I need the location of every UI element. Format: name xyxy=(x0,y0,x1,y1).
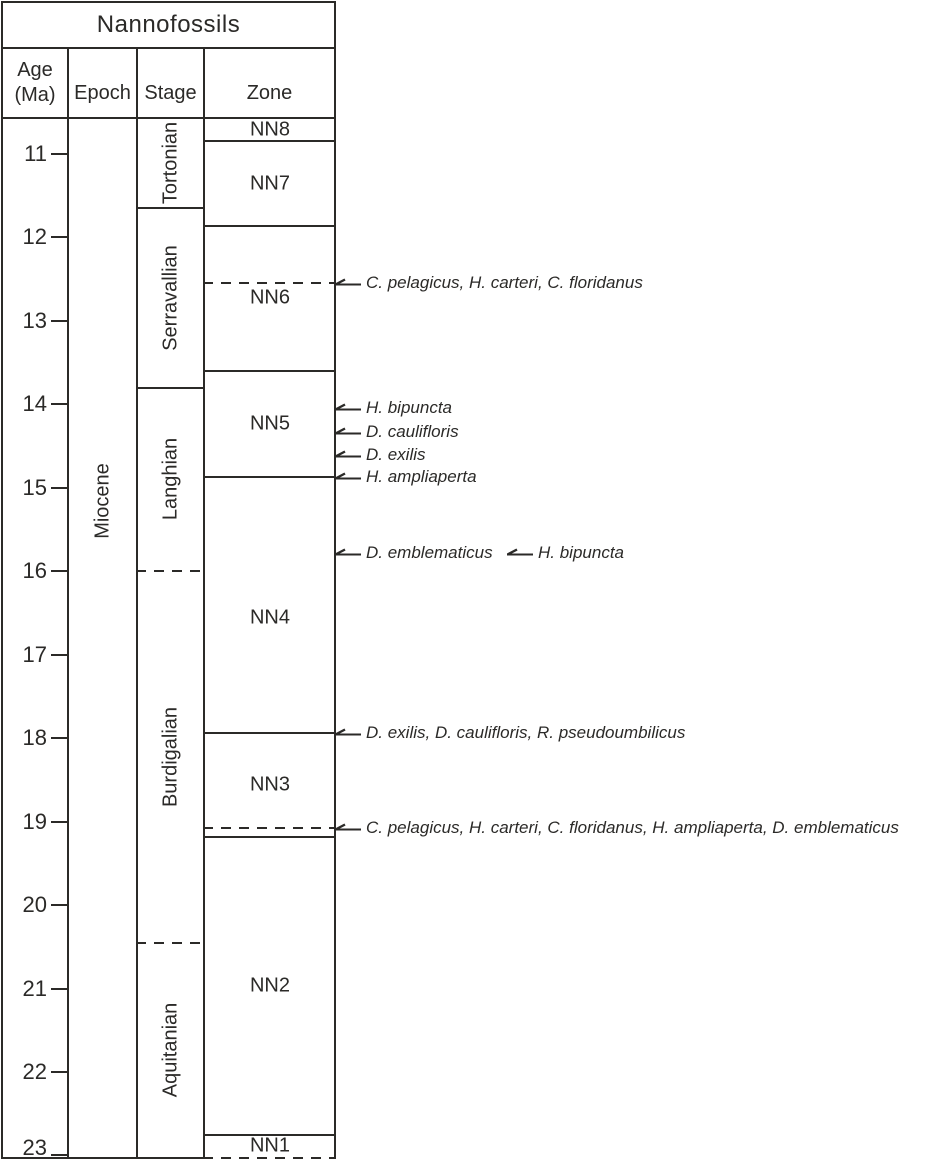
age-epoch-separator xyxy=(67,47,69,1159)
event-dashed-line xyxy=(203,827,336,829)
age-tick xyxy=(51,904,69,906)
event-label: H. bipuncta xyxy=(538,542,624,562)
zone-label: NN5 xyxy=(249,412,291,435)
age-tick-label: 19 xyxy=(22,808,47,834)
left-harpoon-arrow-icon xyxy=(334,447,362,458)
age-tick xyxy=(51,320,69,322)
event-label: C. pelagicus, H. carteri, C. floridanus xyxy=(366,273,643,293)
chart-title: Nannofossils xyxy=(96,11,241,38)
zone-label: NN2 xyxy=(249,974,291,997)
age-header-line1: Age xyxy=(17,59,53,81)
zone-label: NN4 xyxy=(249,606,291,629)
age-tick xyxy=(51,1071,69,1073)
age-tick xyxy=(51,654,69,656)
stage-label: Serravallian xyxy=(159,245,182,351)
event-label: H. ampliaperta xyxy=(366,466,477,486)
zone-boundary xyxy=(203,732,336,734)
age-tick xyxy=(51,821,69,823)
age-tick-label: 23 xyxy=(22,1135,47,1160)
epoch-label: Miocene xyxy=(91,463,114,539)
left-harpoon-arrow-icon xyxy=(334,545,362,556)
stage-boundary xyxy=(136,207,205,209)
age-tick xyxy=(51,737,69,739)
age-tick xyxy=(51,236,69,238)
left-harpoon-arrow-icon xyxy=(334,275,362,286)
age-tick xyxy=(51,403,69,405)
age-tick-label: 14 xyxy=(22,391,47,417)
left-harpoon-arrow-icon xyxy=(334,469,362,480)
age-tick-label: 11 xyxy=(24,140,47,166)
zone-boundary xyxy=(203,476,336,478)
age-tick-label: 13 xyxy=(22,307,47,333)
zone-label: NN1 xyxy=(249,1134,291,1157)
age-tick-label: 15 xyxy=(22,474,47,500)
stage-label: Aquitanian xyxy=(159,1003,182,1098)
column-header-zone: Zone xyxy=(246,81,293,104)
zone-column-right-border xyxy=(334,1,336,1159)
column-header-age xyxy=(2,48,68,118)
zone-label: NN3 xyxy=(249,773,291,796)
stage-label: Tortonian xyxy=(159,121,182,205)
column-header-stage: Stage xyxy=(144,81,197,104)
age-header-line2: (Ma) xyxy=(14,84,56,106)
age-tick-label: 20 xyxy=(22,892,47,918)
age-tick-label: 21 xyxy=(22,975,47,1001)
epoch-stage-separator xyxy=(136,47,138,1159)
age-tick xyxy=(51,487,69,489)
stage-label: Langhian xyxy=(159,438,182,521)
left-harpoon-arrow-icon xyxy=(334,400,362,411)
age-tick xyxy=(51,153,69,155)
event-dashed-line xyxy=(203,282,336,284)
age-tick-label: 12 xyxy=(22,224,47,250)
stage-label: Burdigalian xyxy=(159,706,182,807)
age-tick-label: 18 xyxy=(22,725,47,751)
left-harpoon-arrow-icon xyxy=(334,424,362,435)
age-tick xyxy=(51,570,69,572)
zone-boundary xyxy=(203,225,336,227)
left-harpoon-arrow-icon xyxy=(334,820,362,831)
zone-boundary xyxy=(203,836,336,838)
zone-label: NN6 xyxy=(249,286,291,309)
event-label: C. pelagicus, H. carteri, C. floridanus, H. ampliaperta, D. emblematicus xyxy=(366,818,899,838)
zone-label: NN7 xyxy=(249,172,291,195)
event-label: H. bipuncta xyxy=(366,397,452,417)
age-tick xyxy=(51,988,69,990)
stage-zone-separator xyxy=(203,47,205,1159)
left-harpoon-arrow-icon xyxy=(506,545,534,556)
zone-boundary xyxy=(203,370,336,372)
title-top-border xyxy=(1,1,336,3)
stage-boundary-dashed xyxy=(136,570,205,572)
event-label: D. exilis xyxy=(366,445,426,465)
left-harpoon-arrow-icon xyxy=(334,725,362,736)
age-tick-label: 16 xyxy=(22,558,47,584)
zone-label: NN8 xyxy=(249,118,291,141)
column-header-epoch: Epoch xyxy=(74,81,131,104)
age-tick-label: 17 xyxy=(22,641,47,667)
event-label: D. emblematicus xyxy=(366,542,493,562)
age-tick-label: 22 xyxy=(22,1059,47,1085)
stage-boundary xyxy=(136,387,205,389)
stage-boundary-dashed xyxy=(136,942,205,944)
title-bottom-border xyxy=(1,47,336,49)
event-label: D. exilis, D. caulifloris, R. pseudoumbilicus xyxy=(366,723,686,743)
age-tick xyxy=(51,1154,69,1156)
event-label: D. caulifloris xyxy=(366,421,459,441)
